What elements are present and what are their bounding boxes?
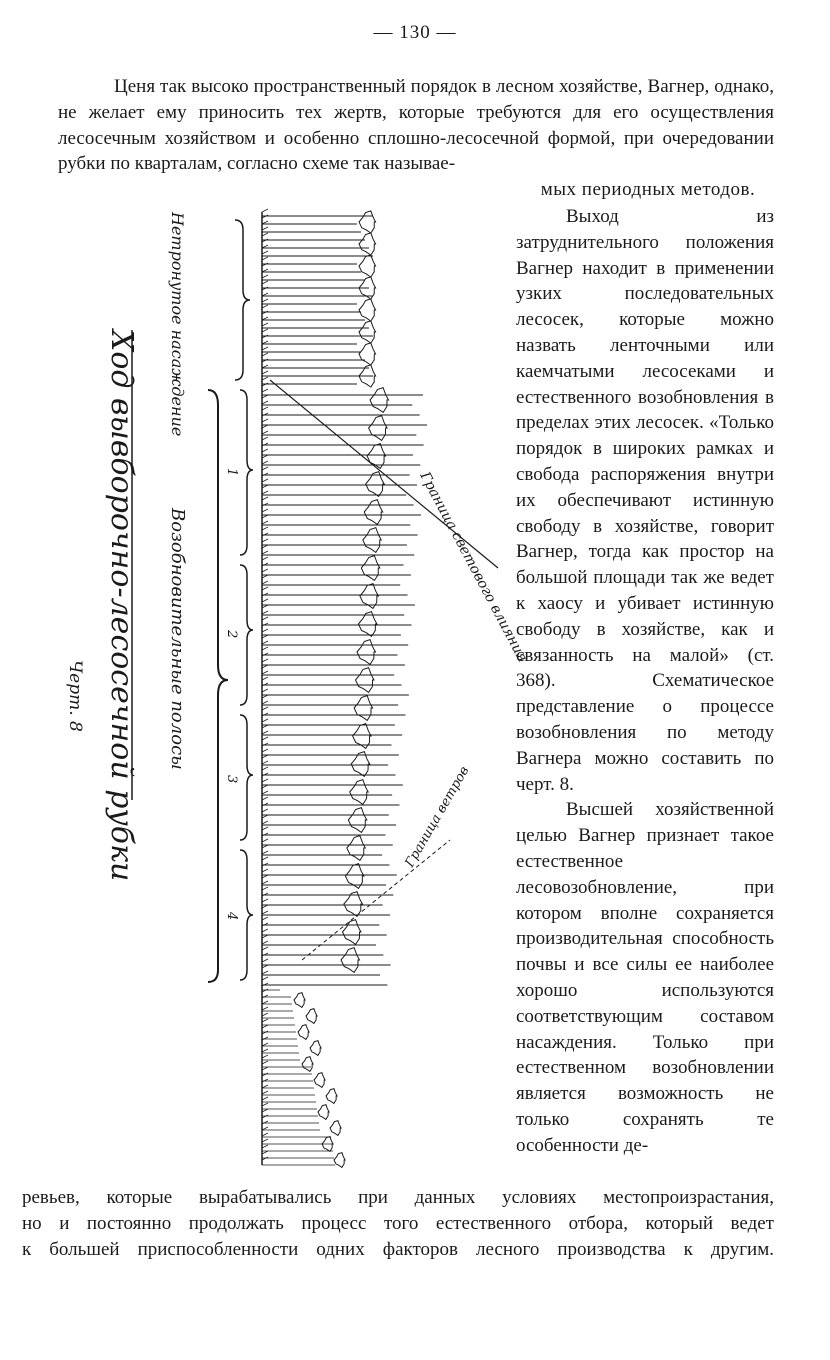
tree-crown xyxy=(343,920,362,945)
tree-stem xyxy=(262,587,268,590)
tree-stem xyxy=(262,1097,268,1100)
tree-crown xyxy=(334,1153,345,1168)
tree-stem xyxy=(262,227,268,230)
tree-stem xyxy=(262,527,268,530)
tree-crown xyxy=(348,808,367,833)
tree-stem xyxy=(262,689,268,692)
tree-stem xyxy=(262,281,268,284)
strip-number-4: 4 xyxy=(224,912,239,921)
tree-stem xyxy=(262,1109,268,1112)
tree-stem xyxy=(262,1085,268,1088)
tree-crown xyxy=(318,1105,329,1120)
tree-stem xyxy=(262,305,268,308)
tree-stem xyxy=(262,707,268,710)
tree-stem xyxy=(262,1139,268,1142)
tree-stem xyxy=(262,1037,268,1040)
brace-strips xyxy=(208,390,228,982)
tree-stem xyxy=(262,1133,268,1136)
tree-crown xyxy=(359,255,376,277)
tree-stem xyxy=(262,1157,268,1160)
tree-stem xyxy=(262,959,268,962)
tree-crown xyxy=(314,1073,325,1088)
tree-stem xyxy=(262,653,268,656)
tree-crown xyxy=(363,528,382,553)
tree-stem xyxy=(262,887,268,890)
tree-stem xyxy=(262,809,268,812)
tree-stem xyxy=(262,515,268,518)
tree-stem xyxy=(262,683,268,686)
tree-stem xyxy=(262,371,268,374)
figure-8 xyxy=(50,190,531,1180)
tree-stem xyxy=(262,671,268,674)
brace-uncut xyxy=(235,220,250,380)
bottom-line-3: к большей приспособленности одних факторов лесного производства к другим. xyxy=(22,1238,774,1260)
paragraph-natural-regeneration: Высшей хозяйственной целью Вагнер признает такое естественное лесовозобновление, при котором вполне сохраняется производительная способность почвы и все силы ее наиболее хорошо используются соответствующим составом насаждения. Только при естественном возобновлении является возможность не только сохранять те особенности де- xyxy=(516,799,774,1156)
tree-stem xyxy=(262,473,268,476)
tree-stem xyxy=(262,773,268,776)
tree-crown xyxy=(359,211,376,233)
tree-stem xyxy=(262,389,268,392)
tree-stem xyxy=(262,1019,268,1022)
tree-stem xyxy=(262,713,268,716)
tree-stem xyxy=(262,911,268,914)
tree-stem xyxy=(262,533,268,536)
tree-stem xyxy=(262,623,268,626)
tree-stem xyxy=(262,929,268,932)
page-number: — 130 — xyxy=(373,22,457,43)
tree-stem xyxy=(262,1079,268,1082)
tree-crown xyxy=(359,343,376,365)
tree-stem xyxy=(262,953,268,956)
tree-stem xyxy=(262,611,268,614)
figure-title: Ход вывборочно-лесосечной рубки xyxy=(104,330,139,882)
tree-stem xyxy=(262,401,268,404)
tree-crown xyxy=(369,416,388,441)
tree-stem xyxy=(262,545,268,548)
tree-stem xyxy=(262,869,268,872)
tree-stem xyxy=(262,983,268,986)
tree-stem xyxy=(262,1025,268,1028)
tree-stem xyxy=(262,899,268,902)
tree-stem xyxy=(262,563,268,566)
tree-stem xyxy=(262,275,268,278)
tree-stem xyxy=(262,569,268,572)
tree-stem xyxy=(262,665,268,668)
tree-stem xyxy=(262,443,268,446)
tree-stem xyxy=(262,791,268,794)
tree-stem xyxy=(262,635,268,638)
paragraph-wagner-strips: Выход из затруднительного положения Вагнер находит в применении узких последовательных лесосек, которые можно назвать ленточными или каемчатыми лесосеками и естественного возобновления в пределах этих лесосек. «Только порядок в широких рамках и свобода распоряжения внутри их обеспечивают истинную свободу в хозяйстве, говорит Вагнер, тогда как простор на большой площади так же ведет к хаосу и убивает истинную свободу в хозяйстве, как и связанность на малой» (ст. 368). Схематическое представление о процессе возобновления по методу Вагнера можно составить по черт. 8. xyxy=(516,206,774,795)
tree-stem xyxy=(262,1067,268,1070)
strip-braces xyxy=(240,390,253,980)
tree-stem xyxy=(262,701,268,704)
tree-stem xyxy=(262,617,268,620)
tree-crown xyxy=(330,1121,341,1136)
shade-boundary-line xyxy=(302,840,450,960)
tree-stem xyxy=(262,995,268,998)
tree-stem xyxy=(262,851,268,854)
tree-stem xyxy=(262,1001,268,1004)
intro-paragraph: Ценя так высоко пространственный порядок в лесном хозяйстве, Вагнер, однако, не желает ему приносить тех жертв, которые требуются для его осуществления лесосечным хозяйством и особенно сплошно-лесосечной формой, при очередовании рубки по кварталам, согласно схеме так называе- xyxy=(58,76,774,175)
tree-stem xyxy=(262,821,268,824)
tree-stem xyxy=(262,455,268,458)
tree-stem xyxy=(262,737,268,740)
strip-number-1: 1 xyxy=(224,468,239,477)
tree-stem xyxy=(262,695,268,698)
tree-stem xyxy=(262,557,268,560)
tree-stem xyxy=(262,1043,268,1046)
tree-stem xyxy=(262,641,268,644)
tree-crown xyxy=(302,1057,313,1072)
tree-stem xyxy=(262,575,268,578)
intro-paragraph-end: мых периодных методов. xyxy=(540,179,756,200)
tree-stem xyxy=(262,1055,268,1058)
tree-stem xyxy=(262,233,268,236)
tree-stem xyxy=(262,599,268,602)
tree-stem xyxy=(262,749,268,752)
tree-stem xyxy=(262,1121,268,1124)
tree-crown xyxy=(354,696,373,721)
tree-crown xyxy=(294,993,305,1008)
tree-rows xyxy=(262,209,427,1167)
tree-stem xyxy=(262,731,268,734)
tree-stem xyxy=(262,425,268,428)
tree-stem xyxy=(262,503,268,506)
tree-stem xyxy=(262,1145,268,1148)
tree-stem xyxy=(262,1007,268,1010)
tree-stem xyxy=(262,551,268,554)
tree-stem xyxy=(262,923,268,926)
tree-stem xyxy=(262,299,268,302)
tree-stem xyxy=(262,719,268,722)
tree-stem xyxy=(262,593,268,596)
figure-caption: Черт. 8 xyxy=(65,660,85,732)
tree-stem xyxy=(262,539,268,542)
tree-crown xyxy=(357,640,376,665)
tree-stem xyxy=(262,509,268,512)
tree-stem xyxy=(262,1091,268,1094)
tree-stem xyxy=(262,353,268,356)
tree-stem xyxy=(262,797,268,800)
tree-stem xyxy=(262,1103,268,1106)
tree-stem xyxy=(262,1031,268,1034)
tree-stem xyxy=(262,839,268,842)
tree-stem xyxy=(262,419,268,422)
tree-stem xyxy=(262,251,268,254)
tree-crown xyxy=(350,780,369,805)
tree-crown xyxy=(370,388,389,413)
label-uncut-stand: Нетронутое насаждение xyxy=(168,212,187,437)
tree-stem xyxy=(262,977,268,980)
tree-stem xyxy=(262,1061,268,1064)
tree-stem xyxy=(262,449,268,452)
tree-stem xyxy=(262,581,268,584)
tree-crown xyxy=(326,1089,337,1104)
tree-crown xyxy=(310,1041,321,1056)
tree-stem xyxy=(262,479,268,482)
tree-stem xyxy=(262,1049,268,1052)
tree-crown xyxy=(306,1009,317,1024)
tree-stem xyxy=(262,827,268,830)
tree-stem xyxy=(262,767,268,770)
tree-crown xyxy=(341,948,360,973)
tree-stem xyxy=(262,779,268,782)
tree-stem xyxy=(262,881,268,884)
tree-crown xyxy=(356,668,375,693)
tree-stem xyxy=(262,941,268,944)
tree-stem xyxy=(262,377,268,380)
label-shade-boundary: Граница ветров xyxy=(402,763,473,870)
tree-stem xyxy=(262,1115,268,1118)
tree-stem xyxy=(262,893,268,896)
tree-crown xyxy=(347,836,366,861)
bottom-text xyxy=(22,1185,774,1262)
tree-stem xyxy=(262,659,268,662)
tree-stem xyxy=(262,1151,268,1154)
tree-crown xyxy=(359,233,376,255)
tree-stem xyxy=(262,431,268,434)
tree-stem xyxy=(262,857,268,860)
tree-stem xyxy=(262,1013,268,1016)
tree-stem xyxy=(262,437,268,440)
tree-crown xyxy=(359,321,376,343)
tree-stem xyxy=(262,647,268,650)
tree-stem xyxy=(262,677,268,680)
tree-stem xyxy=(262,989,268,992)
tree-stem xyxy=(262,803,268,806)
tree-crown xyxy=(359,299,376,321)
tree-stem xyxy=(262,743,268,746)
tree-stem xyxy=(262,491,268,494)
tree-stem xyxy=(262,467,268,470)
tree-stem xyxy=(262,209,268,212)
tree-stem xyxy=(262,863,268,866)
tree-stem xyxy=(262,497,268,500)
tree-crown xyxy=(298,1025,309,1040)
tree-stem xyxy=(262,413,268,416)
tree-stem xyxy=(262,521,268,524)
tree-stem xyxy=(262,323,268,326)
strip-number-2: 2 xyxy=(224,630,239,639)
strip-number-3: 3 xyxy=(224,775,239,784)
tree-stem xyxy=(262,407,268,410)
tree-stem xyxy=(262,971,268,974)
tree-stem xyxy=(262,917,268,920)
tree-stem xyxy=(262,833,268,836)
tree-stem xyxy=(262,329,268,332)
bottom-line-2: но и постоянно продолжать процесс того естественного отбора, который ведет xyxy=(22,1212,774,1234)
tree-stem xyxy=(262,605,268,608)
side-column xyxy=(516,204,774,1158)
tree-stem xyxy=(262,395,268,398)
tree-crown xyxy=(361,556,380,581)
tree-stem xyxy=(262,1127,268,1130)
tree-stem xyxy=(262,947,268,950)
tree-stem xyxy=(262,761,268,764)
tree-stem xyxy=(262,257,268,260)
bottom-line-1: ревьев, которые вырабатывались при данных условиях местопроизрастания, xyxy=(22,1187,774,1208)
label-regeneration-strips: Возобновительные полосы xyxy=(167,508,188,770)
tree-stem xyxy=(262,629,268,632)
tree-stem xyxy=(262,1073,268,1076)
tree-stem xyxy=(262,347,268,350)
label-light-boundary: Граница светового влияния xyxy=(416,469,531,665)
tree-stem xyxy=(262,461,268,464)
tree-crown xyxy=(364,500,383,525)
tree-stem xyxy=(262,485,268,488)
